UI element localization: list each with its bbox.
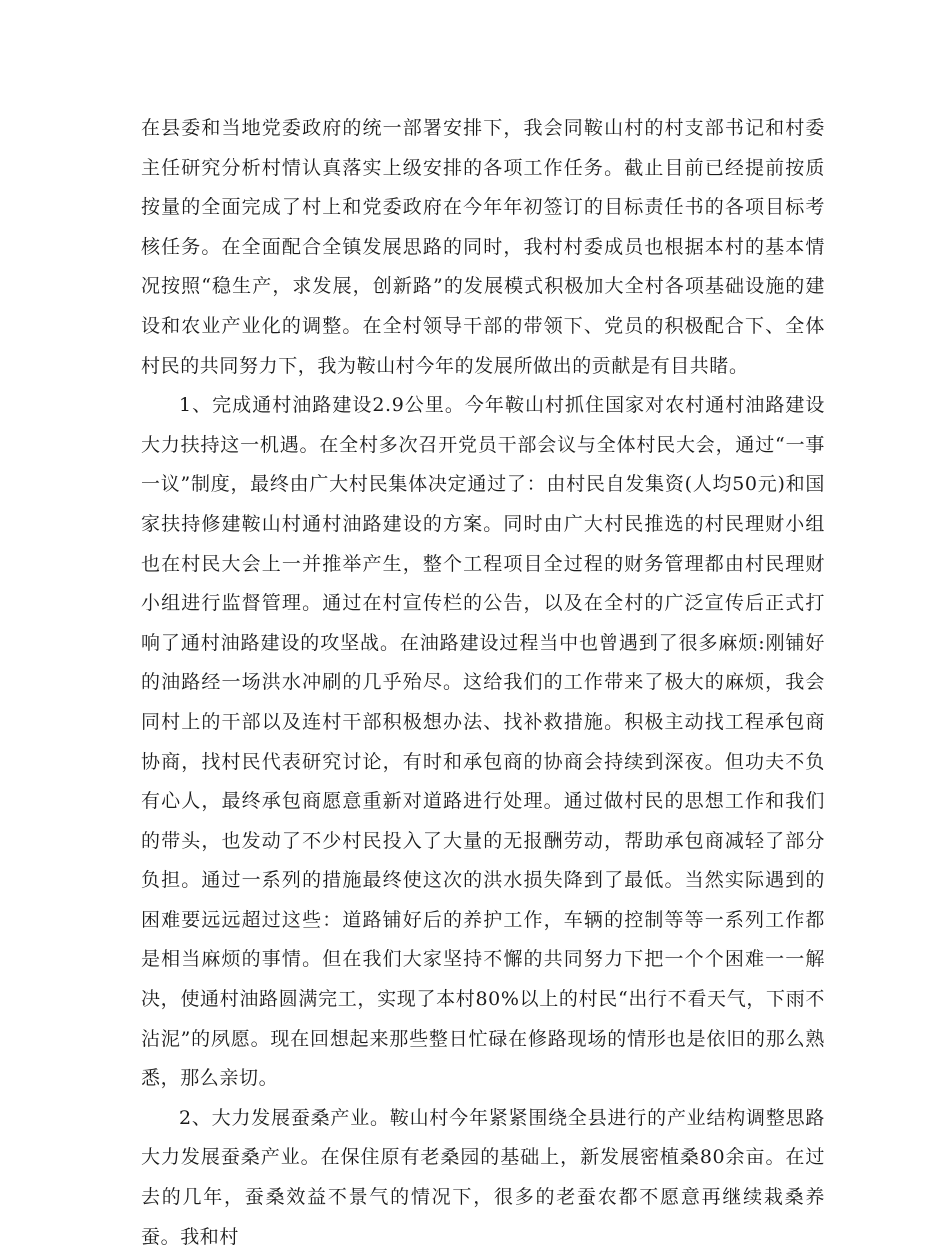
document-body — [141, 109, 825, 1257]
paragraph-intro: 在县委和当地党委政府的统一部署安排下，我会同鞍山村的村支部书记和村委主任研究分析村情认真落实上级安排的各项工作任务。截止目前已经提前按质按量的全面完成了村上和党委政府在今年年初签订的目标责任书的各项目标考核任务。在全面配合全镇发展思路的同时，我村村委成员也根据本村的基本情况按照“稳生产，求发展，创新路”的发展模式积极加大全村各项基础设施的建设和农业产业化的调整。在全村领导干部的带领下、党员的积极配合下、全体村民的共同努力下，我为鞍山村今年的发展所做出的贡献是有目共睹。 — [141, 117, 825, 377]
paragraph-road-construction: 1、完成通村油路建设2.9公里。今年鞍山村抓住国家对农村通村油路建设大力扶持这一机遇。在全村多次召开党员干部会议与全体村民大会，通过“一事一议”制度，最终由广大村民集体决定通过了：由村民自发集资(人均50元)和国家扶持修建鞍山村通村油路建设的方案。同时由广大村民推选的村民理财小组也在村民大会上一并推举产生，整个工程项目全过程的财务管理都由村民理财小组进行监督管理。通过在村宣传栏的公告，以及在全村的广泛宣传后正式打响了通村油路建设的攻坚战。在油路建设过程当中也曾遇到了很多麻烦:刚铺好的油路经一场洪水冲刷的几乎殆尽。这给我们的工作带来了极大的麻烦，我会同村上的干部以及连村干部积极想办法、找补救措施。积极主动找工程承包商协商，找村民代表研究讨论，有时和承包商的协商会持续到深夜。但功夫不负有心人，最终承包商愿意重新对道路进行处理。通过做村民的思想工作和我们的带头，也发动了不少村民投入了大量的无报酬劳动，帮助承包商减轻了部分负担。通过一系列的措施最终使这次的洪水损失降到了最低。当然实际遇到的困难要远远超过这些：道路铺好后的养护工作，车辆的控制等等一系列工作都是相当麻烦的事情。但在我们大家坚持不懈的共同努力下把一个个困难一一解决，使通村油路圆满完工，实现了本村80%以上的村民“出行不看天气，下雨不沾泥”的夙愿。现在回想起来那些整日忙碌在修路现场的情形也是依旧的那么熟悉，那么亲切。 — [141, 394, 825, 1090]
paragraph-sericulture: 2、大力发展蚕桑产业。鞍山村今年紧紧围绕全县进行的产业结构调整思路大力发展蚕桑产业。在保住原有老桑园的基础上，新发展密植桑80余亩。在过去的几年，蚕桑效益不景气的情况下，很多的老蚕农都不愿意再继续栽桑养蚕。我和村 — [141, 1106, 825, 1248]
